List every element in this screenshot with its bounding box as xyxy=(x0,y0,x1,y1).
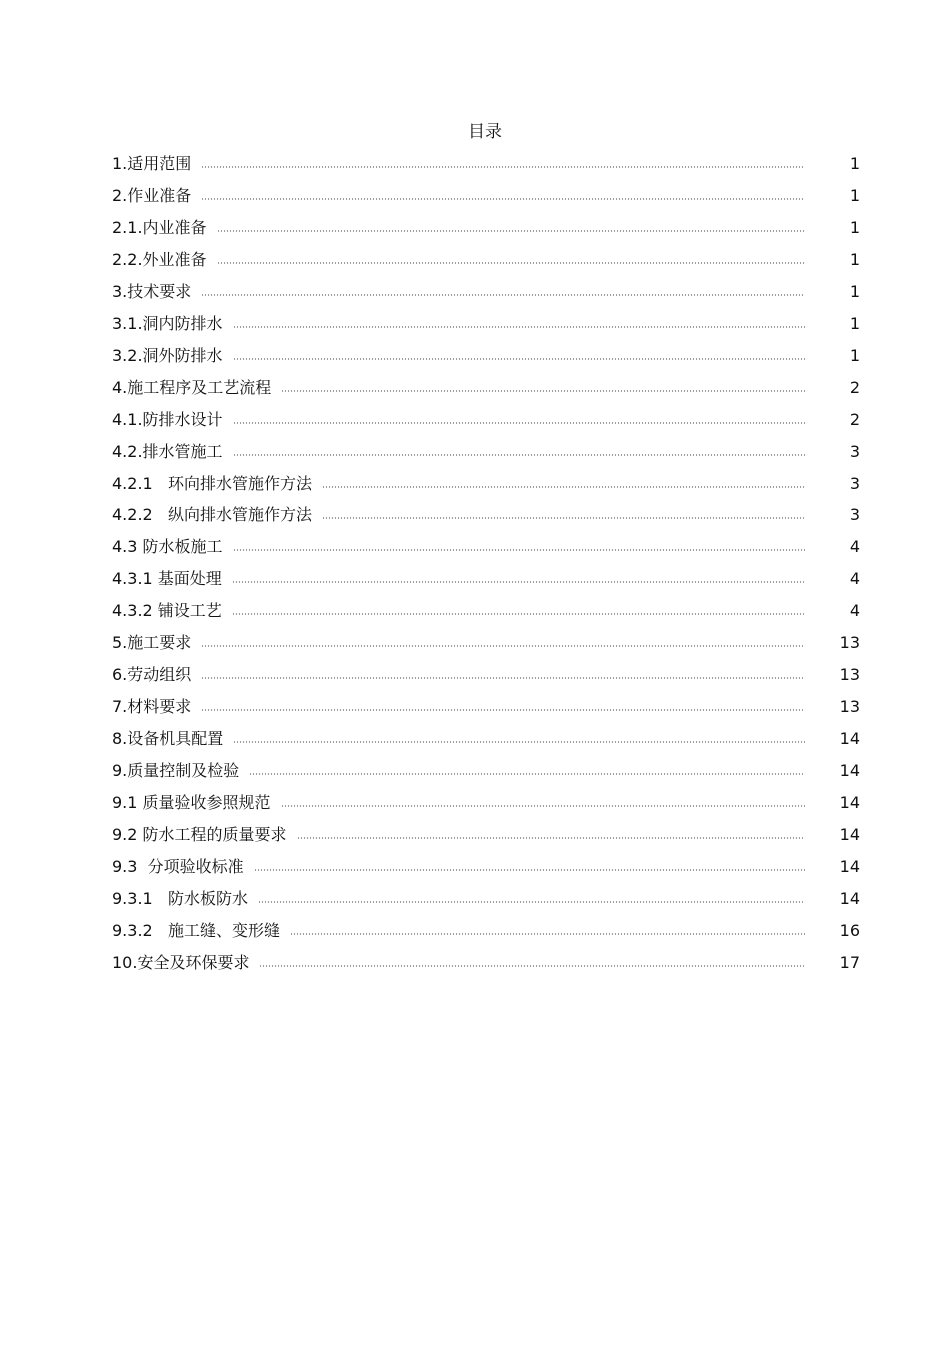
toc-entry[interactable] xyxy=(0,885,950,913)
toc-entry-label: 6.劳动组织 xyxy=(112,665,192,685)
toc-entry-label: 4.施工程序及工艺流程 xyxy=(112,377,272,397)
toc-entry-page: 14 xyxy=(839,888,860,908)
dot-leader xyxy=(322,517,805,519)
toc-entry-page: 14 xyxy=(839,793,860,812)
toc-entry-label: 3.技术要求 xyxy=(112,281,192,301)
toc-entry[interactable] xyxy=(0,150,950,178)
toc-entry-label: 9.质量控制及检验 xyxy=(112,761,240,781)
dot-leader xyxy=(217,230,805,232)
toc-entry[interactable] xyxy=(0,438,950,466)
dot-leader xyxy=(233,358,805,360)
toc-entry[interactable] xyxy=(0,789,950,817)
toc-entry[interactable] xyxy=(0,949,950,977)
toc-entry[interactable] xyxy=(0,565,950,593)
toc-entry-label: 4.2.排水管施工 xyxy=(112,441,223,461)
toc-entry-page: 4 xyxy=(849,601,860,621)
toc-entry-label: 9.2 防水工程的质量要求 xyxy=(112,824,287,844)
toc-entry-page: 1 xyxy=(849,345,860,365)
toc-entry[interactable] xyxy=(0,278,950,306)
toc-entry[interactable] xyxy=(0,533,950,561)
toc-entry[interactable] xyxy=(0,725,950,753)
toc-entry-page: 3 xyxy=(849,505,860,525)
toc-entry[interactable] xyxy=(0,821,950,849)
toc-entry-label: 4.2.1 环向排水管施作方法 xyxy=(112,473,312,493)
toc-entry-page: 13 xyxy=(839,633,860,653)
toc-entry-label: 1.适用范围 xyxy=(112,154,192,173)
dot-leader xyxy=(259,965,805,967)
toc-entry-page: 14 xyxy=(839,729,860,749)
toc-entry[interactable] xyxy=(0,182,950,210)
toc-entry-page: 1 xyxy=(849,249,860,269)
toc-entry-label: 9.3.2 施工缝、变形缝 xyxy=(112,920,280,940)
toc-entry-page: 2 xyxy=(849,409,860,429)
toc-entry[interactable] xyxy=(0,757,950,785)
toc-title: 目录 xyxy=(468,122,502,142)
toc-entry-page: 4 xyxy=(849,569,860,589)
toc-entry-label: 5.施工要求 xyxy=(112,633,192,653)
dot-leader xyxy=(297,837,805,839)
toc-entry-label: 7.材料要求 xyxy=(112,697,192,717)
dot-leader xyxy=(249,773,805,775)
toc-entry-page: 1 xyxy=(849,217,860,237)
toc-entry-label: 10.安全及环保要求 xyxy=(112,952,250,972)
dot-leader xyxy=(258,901,805,903)
toc-entry-label: 4.2.2 纵向排水管施作方法 xyxy=(112,505,312,525)
dot-leader xyxy=(232,581,805,583)
toc-entry-page: 1 xyxy=(849,281,860,301)
dot-leader xyxy=(201,198,805,200)
dot-leader xyxy=(281,805,805,807)
toc-entry-label: 9.3 分项验收标准 xyxy=(112,856,244,876)
toc-entry-label: 9.1 质量验收参照规范 xyxy=(112,793,271,812)
dot-leader xyxy=(233,326,805,328)
dot-leader xyxy=(233,741,805,743)
dot-leader xyxy=(201,294,805,296)
toc-entry-page: 1 xyxy=(849,185,860,205)
dot-leader xyxy=(201,709,805,711)
toc-entry-page: 1 xyxy=(849,313,860,333)
dot-leader xyxy=(322,486,805,488)
toc-entry[interactable] xyxy=(0,661,950,689)
toc-entry[interactable] xyxy=(0,501,950,529)
dot-leader xyxy=(233,422,805,424)
toc-entry-label: 8.设备机具配置 xyxy=(112,729,224,749)
dot-leader xyxy=(254,869,805,871)
toc-entry[interactable] xyxy=(0,374,950,402)
toc-entry-label: 3.2.洞外防排水 xyxy=(112,345,223,365)
toc-entry-page: 13 xyxy=(839,697,860,717)
toc-entry-page: 4 xyxy=(849,537,860,557)
dot-leader xyxy=(201,677,805,679)
toc-entry-label: 2.作业准备 xyxy=(112,185,192,205)
toc-entry[interactable] xyxy=(0,246,950,274)
toc-entry[interactable] xyxy=(0,310,950,338)
toc-entry-label: 4.3.1 基面处理 xyxy=(112,569,222,589)
toc-entry[interactable] xyxy=(0,406,950,434)
dot-leader xyxy=(232,613,805,615)
toc-entry[interactable] xyxy=(0,917,950,945)
toc-entry[interactable] xyxy=(0,342,950,370)
toc-entry-page: 3 xyxy=(849,441,860,461)
toc-entry-page: 14 xyxy=(839,761,860,781)
toc-entry-page: 14 xyxy=(839,824,860,844)
toc-entry-page: 17 xyxy=(839,952,860,972)
toc-entry-label: 4.3.2 铺设工艺 xyxy=(112,601,222,621)
dot-leader xyxy=(201,166,805,168)
toc-entry-label: 9.3.1 防水板防水 xyxy=(112,888,248,908)
toc-entry[interactable] xyxy=(0,470,950,498)
toc-entry-label: 3.1.洞内防排水 xyxy=(112,313,223,333)
toc-entry[interactable] xyxy=(0,629,950,657)
toc-entry-page: 13 xyxy=(839,665,860,685)
dot-leader xyxy=(201,645,805,647)
dot-leader xyxy=(233,454,805,456)
toc-entry-label: 2.2.外业准备 xyxy=(112,249,207,269)
toc-entry-page: 1 xyxy=(849,154,860,173)
toc-entry-label: 2.1.内业准备 xyxy=(112,217,207,237)
dot-leader xyxy=(290,933,805,935)
toc-entry[interactable] xyxy=(0,597,950,625)
toc-entry-page: 3 xyxy=(849,473,860,493)
toc-entry[interactable] xyxy=(0,853,950,881)
toc-entry-page: 14 xyxy=(839,856,860,876)
toc-entry-label: 4.1.防排水设计 xyxy=(112,409,223,429)
toc-entry-page: 2 xyxy=(849,377,860,397)
toc-entry-page: 16 xyxy=(839,920,860,940)
toc-entry[interactable] xyxy=(0,214,950,242)
dot-leader xyxy=(217,262,805,264)
dot-leader xyxy=(233,549,805,551)
toc-entry-label: 4.3 防水板施工 xyxy=(112,537,223,557)
dot-leader xyxy=(281,390,805,392)
toc-entry[interactable] xyxy=(0,693,950,721)
